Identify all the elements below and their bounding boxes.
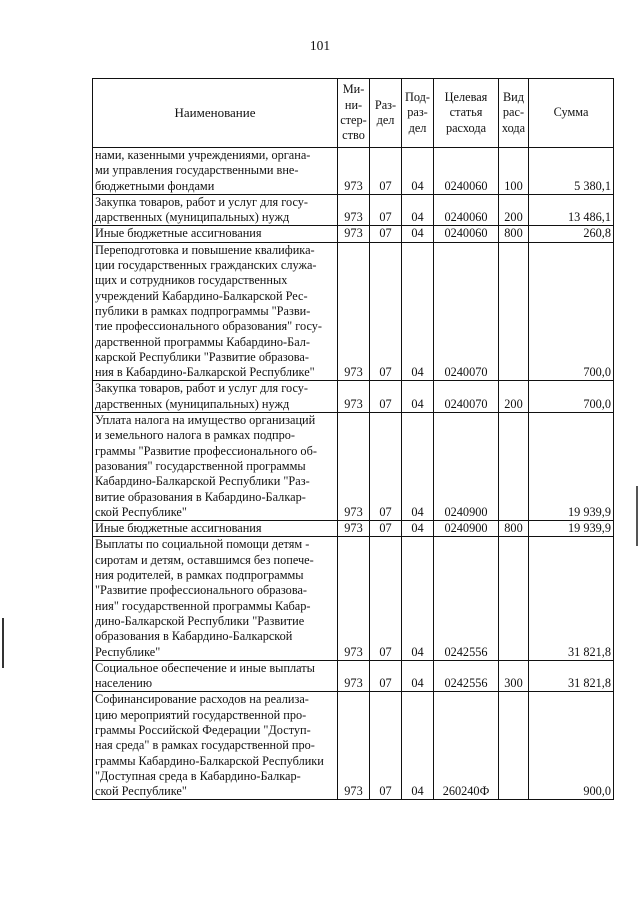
table-row — [93, 521, 614, 537]
row-expense-type — [499, 537, 529, 660]
row-section: 07 — [370, 242, 402, 381]
table-row — [93, 242, 614, 381]
row-subsection: 04 — [402, 381, 434, 413]
row-subsection: 04 — [402, 148, 434, 195]
row-name: Уплата налога на имущество организаций и земельного налога в рамках подпро- граммы "Развитие профессионального об- разования" государственной программы Кабардино-Балкарской Республики "Раз- витие образования в Кабардино-Балкар- ской Республике" — [93, 413, 338, 521]
row-amount: 5 380,1 — [529, 148, 614, 195]
table-row — [93, 660, 614, 692]
row-ministry: 973 — [338, 413, 370, 521]
row-expense-type — [499, 692, 529, 800]
row-ministry: 973 — [338, 242, 370, 381]
row-section: 07 — [370, 521, 402, 537]
row-target-article: 0240070 — [434, 242, 499, 381]
row-target-article: 0240900 — [434, 521, 499, 537]
row-target-article: 0240900 — [434, 413, 499, 521]
row-section: 07 — [370, 692, 402, 800]
row-target-article: 0240060 — [434, 226, 499, 242]
scan-artifact-right — [636, 486, 638, 546]
row-expense-type — [499, 242, 529, 381]
table-row — [93, 148, 614, 195]
row-name: Закупка товаров, работ и услуг для госу- дарственных (муниципальных) нужд — [93, 194, 338, 226]
header-ministry: Ми- ни- стер- ство — [338, 79, 370, 148]
row-ministry: 973 — [338, 692, 370, 800]
row-ministry: 973 — [338, 194, 370, 226]
table-body — [93, 148, 614, 800]
row-amount: 900,0 — [529, 692, 614, 800]
row-ministry: 973 — [338, 537, 370, 660]
table-row — [93, 226, 614, 242]
row-subsection: 04 — [402, 521, 434, 537]
row-ministry: 973 — [338, 226, 370, 242]
row-section: 07 — [370, 413, 402, 521]
row-amount: 260,8 — [529, 226, 614, 242]
row-amount: 700,0 — [529, 242, 614, 381]
row-ministry: 973 — [338, 381, 370, 413]
row-target-article: 0240060 — [434, 148, 499, 195]
row-section: 07 — [370, 226, 402, 242]
row-name: Иные бюджетные ассигнования — [93, 226, 338, 242]
row-expense-type: 200 — [499, 194, 529, 226]
row-name: Иные бюджетные ассигнования — [93, 521, 338, 537]
row-expense-type — [499, 413, 529, 521]
table-row — [93, 413, 614, 521]
row-section: 07 — [370, 148, 402, 195]
row-subsection: 04 — [402, 660, 434, 692]
row-name: Выплаты по социальной помощи детям - сиротам и детям, оставшимся без попече- ния родителей, в рамках подпрограммы "Развитие профессионального образова- ния" государственной программы Кабар- дино-Балкарской Республики "Развитие образования в Кабардино-Балкарской Республике" — [93, 537, 338, 660]
row-expense-type: 200 — [499, 381, 529, 413]
budget-table — [92, 78, 614, 800]
row-ministry: 973 — [338, 148, 370, 195]
header-expense-type: Вид рас- хода — [499, 79, 529, 148]
header-subsection: Под- раз- дел — [402, 79, 434, 148]
page-number: 101 — [309, 38, 331, 53]
row-section: 07 — [370, 194, 402, 226]
row-expense-type: 800 — [499, 521, 529, 537]
row-name: Социальное обеспечение и иные выплаты населению — [93, 660, 338, 692]
row-section: 07 — [370, 537, 402, 660]
row-subsection: 04 — [402, 226, 434, 242]
row-section: 07 — [370, 660, 402, 692]
header-section: Раз- дел — [370, 79, 402, 148]
row-amount: 19 939,9 — [529, 521, 614, 537]
table-row — [93, 194, 614, 226]
row-amount: 31 821,8 — [529, 537, 614, 660]
row-subsection: 04 — [402, 413, 434, 521]
table-header-row — [93, 79, 614, 148]
row-subsection: 04 — [402, 242, 434, 381]
row-target-article: 260240Ф — [434, 692, 499, 800]
row-name: нами, казенными учреждениями, органа- ми управления государственными вне- бюджетными фондами — [93, 148, 338, 195]
row-subsection: 04 — [402, 537, 434, 660]
header-target-article: Целевая статья расхода — [434, 79, 499, 148]
row-target-article: 0240070 — [434, 381, 499, 413]
header-name: Наименование — [93, 79, 338, 148]
row-amount: 19 939,9 — [529, 413, 614, 521]
table-row — [93, 692, 614, 800]
table-row — [93, 537, 614, 660]
row-name: Переподготовка и повышение квалифика- ции государственных гражданских служа- щих и сотрудников государственных учреждений Кабардино-Балкарской Рес- публики в рамках подпрограммы "Разви- тие профессионального образования" госу- дарственной программы Кабардино-Бал- карской Республики "Развитие образова- ния в Кабардино-Балкарской Республике" — [93, 242, 338, 381]
row-target-article: 0242556 — [434, 660, 499, 692]
row-section: 07 — [370, 381, 402, 413]
row-ministry: 973 — [338, 660, 370, 692]
scan-artifact-left — [2, 618, 4, 668]
row-name: Закупка товаров, работ и услуг для госу- дарственных (муниципальных) нужд — [93, 381, 338, 413]
row-amount: 13 486,1 — [529, 194, 614, 226]
row-amount: 700,0 — [529, 381, 614, 413]
row-expense-type: 100 — [499, 148, 529, 195]
row-target-article: 0240060 — [434, 194, 499, 226]
row-expense-type: 800 — [499, 226, 529, 242]
row-expense-type: 300 — [499, 660, 529, 692]
row-name: Софинансирование расходов на реализа- цию мероприятий государственной про- граммы Российской Федерации "Доступ- ная среда" в рамках государственной про- граммы Кабардино-Балкарской Республики "Доступная среда в Кабардино-Балкар- ской Республике" — [93, 692, 338, 800]
row-subsection: 04 — [402, 194, 434, 226]
table-row — [93, 381, 614, 413]
row-subsection: 04 — [402, 692, 434, 800]
header-amount: Сумма — [529, 79, 614, 148]
row-amount: 31 821,8 — [529, 660, 614, 692]
row-target-article: 0242556 — [434, 537, 499, 660]
row-ministry: 973 — [338, 521, 370, 537]
